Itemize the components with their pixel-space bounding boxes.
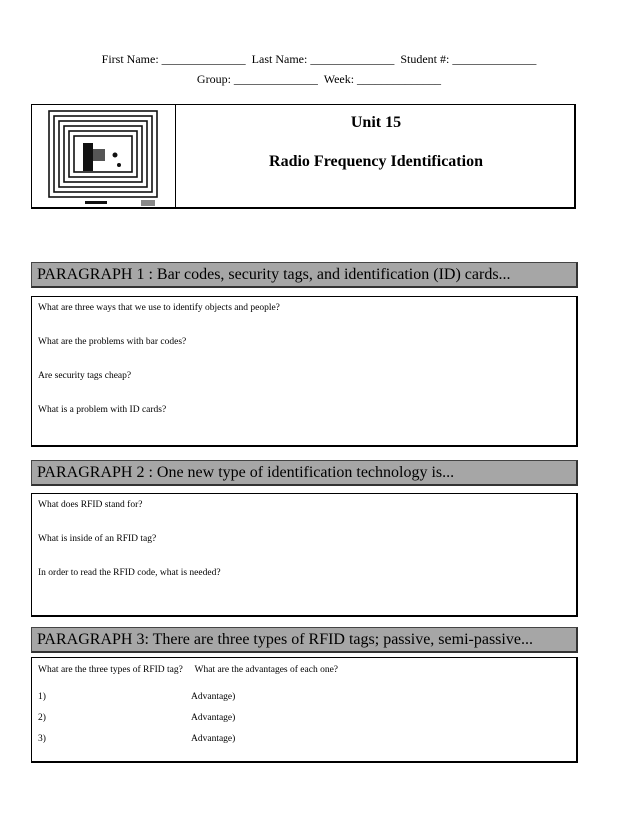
p3-row-1-number: 1) xyxy=(38,692,46,702)
p2-question-2: What is inside of an RFID tag? xyxy=(38,534,157,544)
paragraph-2-box[interactable] xyxy=(31,493,578,617)
p1-question-4: What is a problem with ID cards? xyxy=(38,405,167,415)
p3-row-2-number: 2) xyxy=(38,713,46,723)
p3-row-1-advantage: Advantage) xyxy=(191,692,236,702)
name-line: First Name: ______________ Last Name: ______________ Student #: ______________ xyxy=(101,52,537,66)
p3-row-3-number: 3) xyxy=(38,734,46,744)
rfid-tag-image xyxy=(31,104,176,209)
rfid-tag-icon xyxy=(45,107,165,207)
p2-question-1: What does RFID stand for? xyxy=(38,500,143,510)
p1-question-1: What are three ways that we use to identify objects and people? xyxy=(38,303,280,313)
p3-row-2-advantage: Advantage) xyxy=(191,713,236,723)
group-line: Group: ______________ Week: ______________ xyxy=(196,72,442,86)
p1-question-2: What are the problems with bar codes? xyxy=(38,337,187,347)
p3-question-1: What are the three types of RFID tag? What are the advantages of each one? xyxy=(38,665,338,675)
paragraph-2-heading: PARAGRAPH 2 : One new type of identification technology is... xyxy=(31,460,578,486)
paragraph-1-heading: PARAGRAPH 1 : Bar codes, security tags, and identification (ID) cards... xyxy=(31,262,578,288)
unit-title: Radio Frequency Identification xyxy=(269,153,483,170)
unit-number: Unit 15 xyxy=(350,114,402,131)
paragraph-3-heading: PARAGRAPH 3: There are three types of RFID tags; passive, semi-passive... xyxy=(31,627,578,653)
p3-row-3-advantage: Advantage) xyxy=(191,734,236,744)
p2-question-3: In order to read the RFID code, what is needed? xyxy=(38,568,221,578)
p1-question-3: Are security tags cheap? xyxy=(38,371,132,381)
